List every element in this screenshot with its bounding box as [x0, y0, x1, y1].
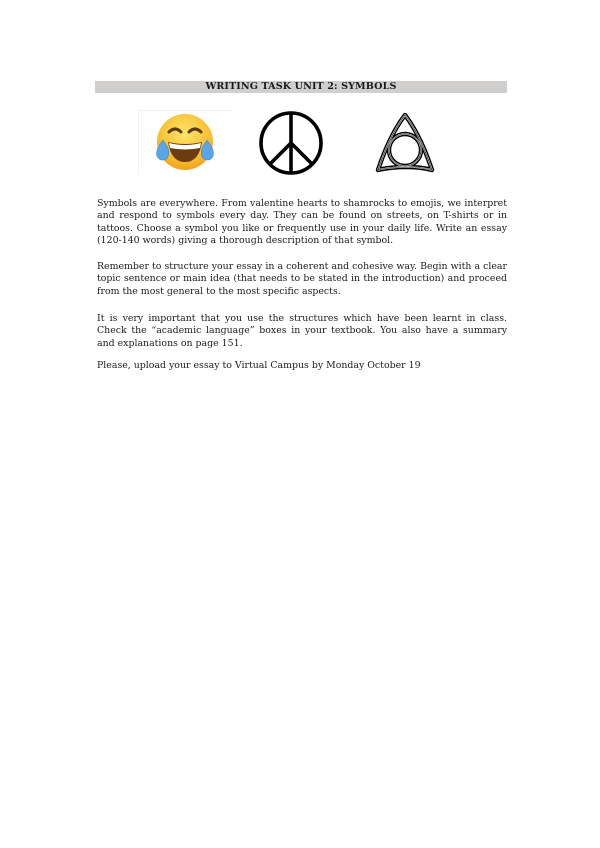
paragraph-structure: Remember to structure your essay in a coherent and cohesive way. Begin with a clear topic sentence or main idea (that needs to be stated in the introduction) and proceed from the most general to the most specific aspects. [97, 261, 507, 297]
laughing-emoji-icon [151, 110, 221, 174]
peace-symbol-icon [258, 109, 324, 177]
page-title: WRITING TASK UNIT 2: SYMBOLS [205, 81, 397, 92]
title-bar [95, 81, 507, 93]
paragraph-instructions: Symbols are everywhere. From valentine hearts to shamrocks to emojis, we interpret and respond to symbols every day. They can be found on streets, on T-shirts or in tattoos. Choose a symbol you like or frequently use in your daily life. Write an essay (120-140 words) giving a thorough description of that symbol. [97, 198, 507, 246]
paragraph-deadline: Please, upload your essay to Virtual Campus by Monday October 19 [97, 360, 421, 371]
paragraph-language: It is very important that you use the structures which have been learnt in class. Check the “academic language” boxes in your textbook. You also have a summary and explanations on page 151. [97, 313, 507, 349]
triquetra-knot-icon [374, 112, 436, 176]
